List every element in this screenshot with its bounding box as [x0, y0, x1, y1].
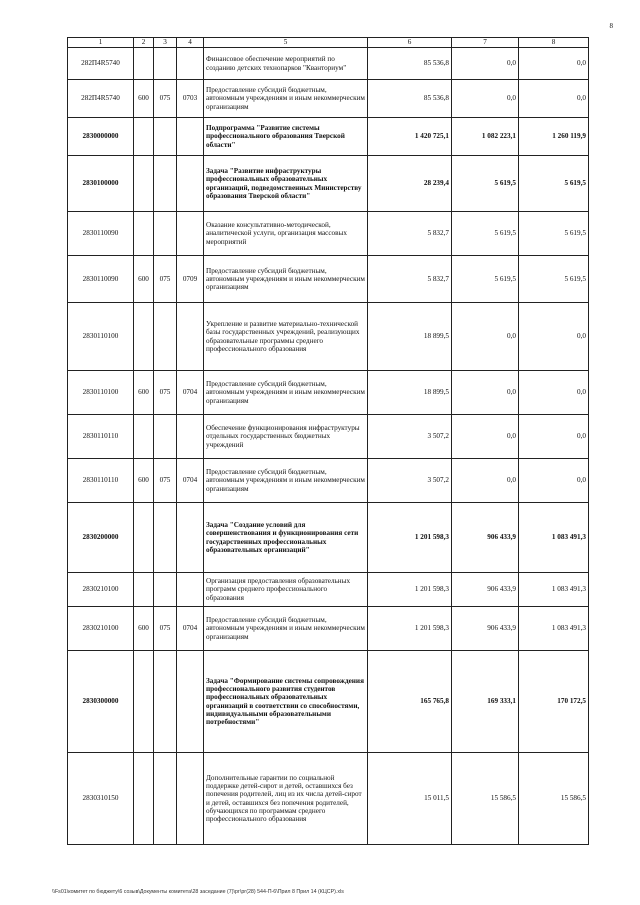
amount-2021-cell: 1 083 491,3 — [519, 503, 589, 573]
section-code-cell — [134, 156, 154, 212]
amount-2019-cell: 28 239,4 — [368, 156, 452, 212]
amount-2021-cell: 0,0 — [519, 303, 589, 371]
page-number: 8 — [609, 22, 613, 30]
section-code-cell — [134, 118, 154, 156]
name-cell: Предоставление субсидий бюджетным, автономным учреждениям и иным некоммерческим организациям — [204, 256, 368, 303]
code-cell: 2830110100 — [68, 303, 134, 371]
name-cell: Предоставление субсидий бюджетным, автономным учреждениям и иным некоммерческим организациям — [204, 607, 368, 651]
code-cell: 2830000000 — [68, 118, 134, 156]
amount-2021-cell: 1 260 119,9 — [519, 118, 589, 156]
amount-2019-cell: 85 536,8 — [368, 48, 452, 80]
header-cell: 4 — [177, 38, 204, 48]
ministry-code-cell — [154, 156, 177, 212]
amount-2019-cell: 5 832,7 — [368, 256, 452, 303]
code-cell: 282П4R5740 — [68, 80, 134, 118]
ministry-code-cell: 075 — [154, 371, 177, 415]
ministry-code-cell — [154, 303, 177, 371]
ministry-code-cell — [154, 651, 177, 753]
subsection-code-cell — [177, 303, 204, 371]
amount-2021-cell: 0,0 — [519, 459, 589, 503]
ministry-code-cell — [154, 753, 177, 845]
header-cell: 5 — [204, 38, 368, 48]
name-cell: Задача "Формирование системы сопровождения профессионального развития студентов профессиональных образовательных организаций в соответствии со способностями, индивидуальными образовательными потребностями" — [204, 651, 368, 753]
amount-2020-cell: 0,0 — [452, 80, 519, 118]
section-code-cell: 600 — [134, 459, 154, 503]
header-cell: 3 — [154, 38, 177, 48]
name-cell: Финансовое обеспечение мероприятий по созданию детских технопарков "Кванториум" — [204, 48, 368, 80]
amount-2020-cell: 906 433,9 — [452, 573, 519, 607]
amount-2020-cell: 0,0 — [452, 415, 519, 459]
header-cell: 8 — [519, 38, 589, 48]
subsection-code-cell: 0709 — [177, 256, 204, 303]
code-cell: 2830210100 — [68, 573, 134, 607]
table-row — [68, 156, 589, 212]
code-cell: 2830110090 — [68, 256, 134, 303]
table-row — [68, 212, 589, 256]
name-cell: Предоставление субсидий бюджетным, автономным учреждениям и иным некоммерческим организациям — [204, 371, 368, 415]
subsection-code-cell: 0703 — [177, 80, 204, 118]
code-cell: 2830210100 — [68, 607, 134, 651]
ministry-code-cell — [154, 573, 177, 607]
name-cell: Оказание консультативно-методической, аналитической услуги, организация массовых мероприятий — [204, 212, 368, 256]
subsection-code-cell: 0704 — [177, 371, 204, 415]
amount-2020-cell: 906 433,9 — [452, 503, 519, 573]
amount-2020-cell: 906 433,9 — [452, 607, 519, 651]
header-cell: 1 — [68, 38, 134, 48]
section-code-cell — [134, 303, 154, 371]
code-cell: 2830110090 — [68, 212, 134, 256]
amount-2020-cell: 0,0 — [452, 303, 519, 371]
table-row — [68, 651, 589, 753]
amount-2020-cell: 0,0 — [452, 371, 519, 415]
subsection-code-cell — [177, 753, 204, 845]
table-row — [68, 459, 589, 503]
table-row — [68, 303, 589, 371]
name-cell: Предоставление субсидий бюджетным, автономным учреждениям и иным некоммерческим организациям — [204, 80, 368, 118]
name-cell: Задача "Создание условий для совершенствования и функционирования сети государственных профессиональных образовательных организаций" — [204, 503, 368, 573]
ministry-code-cell: 075 — [154, 80, 177, 118]
amount-2021-cell: 15 586,5 — [519, 753, 589, 845]
amount-2020-cell: 0,0 — [452, 459, 519, 503]
subsection-code-cell — [177, 503, 204, 573]
table-row — [68, 607, 589, 651]
amount-2021-cell: 1 083 491,3 — [519, 573, 589, 607]
section-code-cell: 600 — [134, 256, 154, 303]
amount-2020-cell: 0,0 — [452, 48, 519, 80]
table-row — [68, 503, 589, 573]
amount-2021-cell: 0,0 — [519, 415, 589, 459]
table-row — [68, 371, 589, 415]
table-row — [68, 118, 589, 156]
ministry-code-cell: 075 — [154, 459, 177, 503]
amount-2019-cell: 18 899,5 — [368, 303, 452, 371]
code-cell: 2830300000 — [68, 651, 134, 753]
table-header-row — [68, 38, 589, 48]
name-cell: Дополнительные гарантии по социальной поддержке детей-сирот и детей, оставшихся без попечения родителей, лиц из их числа детей-сирот и детей, оставшихся без попечения родителей, обучающихся по программам среднего профессионального образования — [204, 753, 368, 845]
ministry-code-cell — [154, 415, 177, 459]
amount-2020-cell: 5 619,5 — [452, 256, 519, 303]
amount-2020-cell: 5 619,5 — [452, 156, 519, 212]
amount-2020-cell: 169 333,1 — [452, 651, 519, 753]
section-code-cell: 600 — [134, 80, 154, 118]
amount-2021-cell: 0,0 — [519, 80, 589, 118]
code-cell: 2830100000 — [68, 156, 134, 212]
amount-2019-cell: 1 201 598,3 — [368, 503, 452, 573]
section-code-cell — [134, 651, 154, 753]
amount-2019-cell: 1 201 598,3 — [368, 607, 452, 651]
subsection-code-cell — [177, 118, 204, 156]
code-cell: 2830110110 — [68, 415, 134, 459]
name-cell: Укрепление и развитие материально-технической базы государственных учреждений, реализующих образовательные программы среднего профессионального образования — [204, 303, 368, 371]
table-row — [68, 415, 589, 459]
amount-2019-cell: 85 536,8 — [368, 80, 452, 118]
subsection-code-cell — [177, 651, 204, 753]
amount-2021-cell: 1 083 491,3 — [519, 607, 589, 651]
amount-2019-cell: 1 201 598,3 — [368, 573, 452, 607]
subsection-code-cell — [177, 48, 204, 80]
ministry-code-cell: 075 — [154, 607, 177, 651]
budget-table — [67, 37, 589, 845]
subsection-code-cell — [177, 415, 204, 459]
code-cell: 2830110100 — [68, 371, 134, 415]
code-cell: 282П4R5740 — [68, 48, 134, 80]
ministry-code-cell: 075 — [154, 256, 177, 303]
header-cell: 7 — [452, 38, 519, 48]
ministry-code-cell — [154, 48, 177, 80]
footer-file-path: \\Fs01\комитет по бюджету\6 созыв\Документы комитета\28 заседание (7)\рг\рг(28) 544-П-6\Прил 8 Прил 14 (КЦСР).xls — [52, 889, 344, 895]
section-code-cell: 600 — [134, 607, 154, 651]
amount-2019-cell: 5 832,7 — [368, 212, 452, 256]
header-cell: 6 — [368, 38, 452, 48]
section-code-cell — [134, 573, 154, 607]
header-cell: 2 — [134, 38, 154, 48]
amount-2021-cell: 0,0 — [519, 48, 589, 80]
amount-2020-cell: 15 586,5 — [452, 753, 519, 845]
name-cell: Предоставление субсидий бюджетным, автономным учреждениям и иным некоммерческим организациям — [204, 459, 368, 503]
table-row — [68, 573, 589, 607]
amount-2021-cell: 0,0 — [519, 371, 589, 415]
name-cell: Задача "Развитие инфраструктуры профессиональных образовательных организаций, подведомственных Министерству образования Тверской области" — [204, 156, 368, 212]
amount-2019-cell: 165 765,8 — [368, 651, 452, 753]
amount-2019-cell: 1 420 725,1 — [368, 118, 452, 156]
name-cell: Организация предоставления образовательных программ среднего профессионального образования — [204, 573, 368, 607]
amount-2021-cell: 170 172,5 — [519, 651, 589, 753]
table-row — [68, 256, 589, 303]
section-code-cell — [134, 753, 154, 845]
code-cell: 2830110110 — [68, 459, 134, 503]
amount-2020-cell: 1 082 223,1 — [452, 118, 519, 156]
table-row — [68, 753, 589, 845]
ministry-code-cell — [154, 212, 177, 256]
section-code-cell — [134, 212, 154, 256]
section-code-cell — [134, 503, 154, 573]
amount-2021-cell: 5 619,5 — [519, 212, 589, 256]
code-cell: 2830310150 — [68, 753, 134, 845]
amount-2020-cell: 5 619,5 — [452, 212, 519, 256]
amount-2019-cell: 3 507,2 — [368, 459, 452, 503]
subsection-code-cell — [177, 573, 204, 607]
section-code-cell — [134, 48, 154, 80]
code-cell: 2830200000 — [68, 503, 134, 573]
amount-2021-cell: 5 619,5 — [519, 256, 589, 303]
subsection-code-cell: 0704 — [177, 459, 204, 503]
subsection-code-cell — [177, 212, 204, 256]
ministry-code-cell — [154, 118, 177, 156]
name-cell: Подпрограмма "Развитие системы профессионального образования Тверской области" — [204, 118, 368, 156]
amount-2021-cell: 5 619,5 — [519, 156, 589, 212]
amount-2019-cell: 3 507,2 — [368, 415, 452, 459]
amount-2019-cell: 18 899,5 — [368, 371, 452, 415]
section-code-cell — [134, 415, 154, 459]
amount-2019-cell: 15 011,5 — [368, 753, 452, 845]
name-cell: Обеспечение функционирования инфраструктуры отдельных государственных бюджетных учреждений — [204, 415, 368, 459]
table-row — [68, 80, 589, 118]
ministry-code-cell — [154, 503, 177, 573]
subsection-code-cell — [177, 156, 204, 212]
subsection-code-cell: 0704 — [177, 607, 204, 651]
table-row — [68, 48, 589, 80]
section-code-cell: 600 — [134, 371, 154, 415]
